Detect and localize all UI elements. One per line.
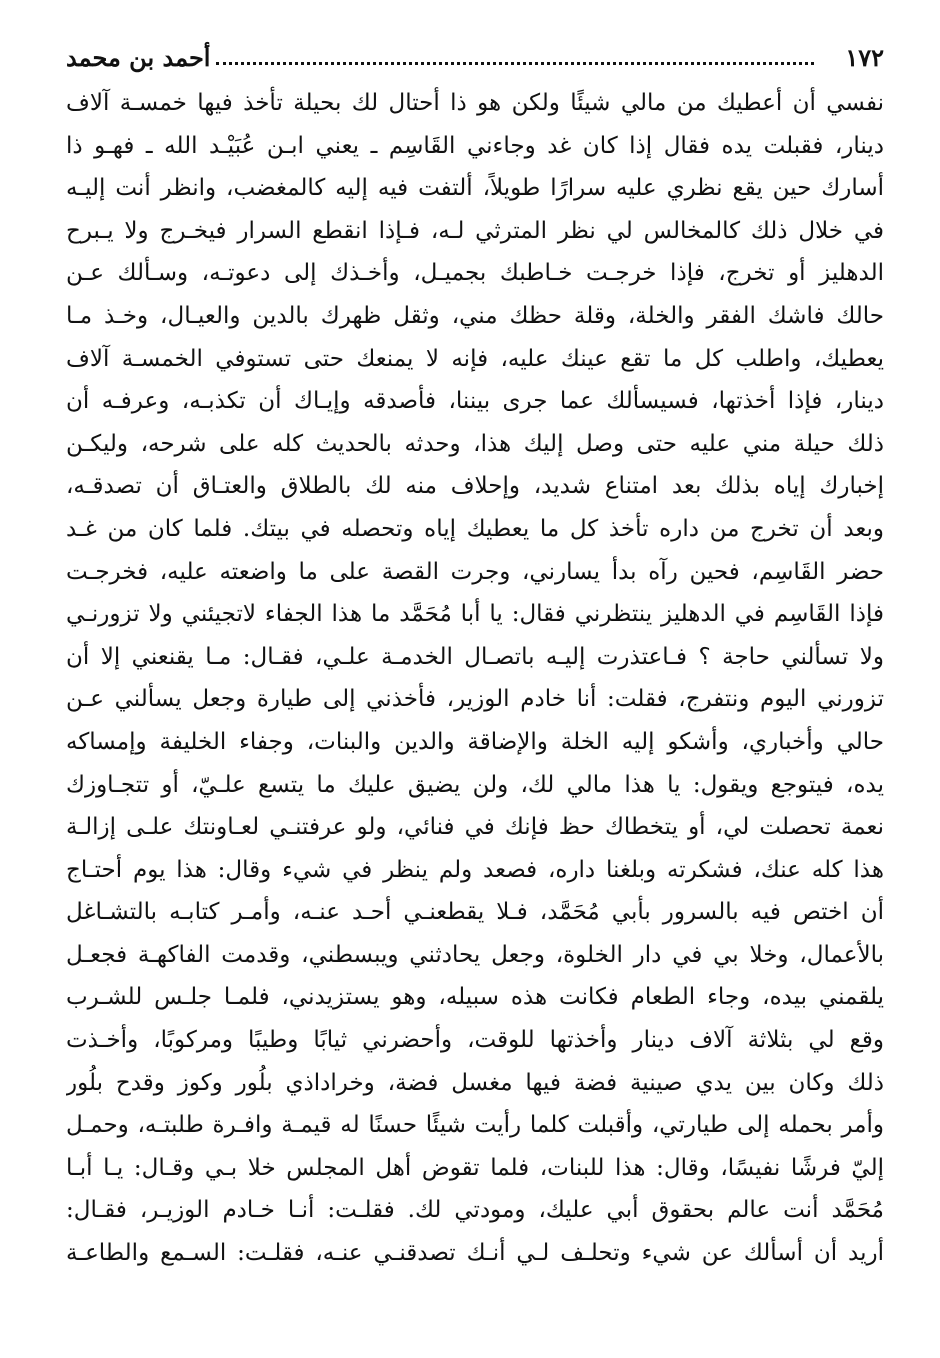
text-line: يعطيك، واطلب كل ما تقع عينك عليه، فإنه لا يمنعك حتى تستوفي الخمسـة آلاف	[66, 345, 884, 372]
text-line: أريد أن أسألك عن شيء وتحلـف لـي أنـك تصدقنـي عنـه، فقلـت: السـمع والطاعـة	[66, 1240, 884, 1267]
text-line: في خلال ذلك كالمخالس لي نظر المترثي لـه، فـإذا انقطع السرار فيخـرج ولا يـبرح	[66, 217, 884, 244]
running-header	[66, 40, 884, 76]
text-line: تزورني اليوم ونتفرج، فقلت: أنا خادم الوزير، فأخذني إلى طيارة وجعل يسألني عـن	[66, 686, 884, 713]
text-line: ذلك حيلة مني عليه حتى وصل إليك هذا، وحدثه بالحديث كله على شرحه، وليكـن	[66, 430, 884, 457]
running-title: أحمد بن محمد	[66, 43, 211, 72]
text-line: نعمة تحصلت لي، أو يتخطاك حظ فإنك في فنائي، ولو عرفتنـي لعـاونتك علـى إزالـة	[66, 814, 884, 841]
header-dotted-leader	[216, 62, 814, 65]
text-line: دينار، فإذا أخذتها، فسيسألك عما جرى بيننا، فأصدقه وإيـاك أن تكذبـه، وعرفـه أن	[66, 388, 884, 415]
text-line: يده، فيتوجع ويقول: يا هذا مالي لك، ولن يضيق عليك ما يتسع علـيّ، أو تتجـاوزك	[66, 771, 884, 798]
text-line: إخبارك إياه بذلك بعد امتناع شديد، وإحلاف منه لك بالطلاق والعتـاق أن تصدقـه،	[66, 473, 884, 500]
text-line: بالأعمال، وخلا بي في دار الخلوة، وجعل يحادثني ويبسطني، وقدمت الفاكهـة فجعـل	[66, 941, 884, 968]
text-line: ولا تسألني حاجة ؟ فـاعتذرت إليـه باتصـال الخدمـة علـي، فقـال: مـا يقنعني إلا أن	[66, 643, 884, 670]
text-line: حالك فاشك الفقر والخلة، وقلة حظك مني، وثقل ظهرك بالدين والعيـال، وخـذ مـا	[66, 302, 884, 329]
text-line: هذا كله عنك، فشكرته وبلغنا داره، فصعد ولم ينظر في شيء وقال: هذا يوم أحتـاج	[66, 856, 884, 883]
text-line: أن اختص فيه بالسرور بأبي مُحَمَّد، فـلا يقطعنـي أحـد عنـه، وأمـر كتابـه بالتشـاغل	[66, 899, 884, 926]
text-line: فإذا القَاسِم في الدهليز ينتظرني فقال: يا أبا مُحَمَّد ما هذا الجفاء لاتجيئني ولا تزورنـي	[66, 601, 884, 628]
text-line: يلقمني بيده، وجاء الطعام فكانت هذه سبيله، وهو يستزيدني، فلمـا جلـس للشـرب	[66, 984, 884, 1011]
text-line: نفسي أن أعطيك من مالي شيئًا ولكن هو ذا أحتال لك بحيلة تأخذ فيها خمسـة آلاف	[66, 90, 884, 116]
text-line: أسارك حين يقع نظري عليه سرارًا طويلاً، ألتفت فيه إليه كالمغضب، وانظر أنت إليـه	[66, 175, 884, 202]
text-line: إليّ فرشًا نفيسًا، وقال: هذا للبنات، فلما تقوض أهل المجلس خلا بـي وقـال: يـا أبـا	[66, 1154, 884, 1181]
page-number: ١٧٢	[845, 43, 884, 72]
text-line: حالي وأخباري، وأشكو إليه الخلة والإضاقة والدين والبنات، وجفاء الخليفة وإمساكه	[66, 728, 884, 755]
text-line: مُحَمَّد أنت عالم بحقوق أبي عليك، ومودتي لك. فقلـت: أنـا خـادم الوزيـر، فقـال:	[66, 1197, 884, 1224]
text-line: حضر القَاسِم، فحين رآه بدأ يسارني، وجرت القصة على ما واضعته عليه، فخرجـت	[66, 558, 884, 585]
text-line: وقع لي بثلاثة آلاف دينار وأخذتها للوقت، وأحضرني ثيابًا وطيبًا ومركوبًا، وأخـذت	[66, 1027, 884, 1054]
book-page	[66, 40, 884, 1275]
text-line: دينار، فقبلت يده فقال إذا كان غد وجاءني القَاسِم ـ يعني ابـن عُبَيْـد الله ـ فهـو ذا	[66, 132, 884, 159]
text-line: وأمر بحمله إلى طيارتي، وأقبلت كلما رأيت شيئًا حسنًا له قيمـة وافـرة طلبتـه، وحمـل	[66, 1112, 884, 1139]
body-text	[66, 82, 884, 1275]
text-line: الدهليز أو تخرج، فإذا خرجـت خـاطبك بجميـل، وأخـذك إلى دعوتـه، وسـألك عـن	[66, 260, 884, 287]
text-line: ذلك وكان بين يدي صينية فضة فيها مغسل فضة، وخراداذي بلُور وكوز وقدح بلُور	[66, 1069, 884, 1096]
text-line: وبعد أن تخرج من داره تأخذ كل ما يعطيك إياه وتحصله في بيتك. فلما كان من غـد	[66, 515, 884, 542]
